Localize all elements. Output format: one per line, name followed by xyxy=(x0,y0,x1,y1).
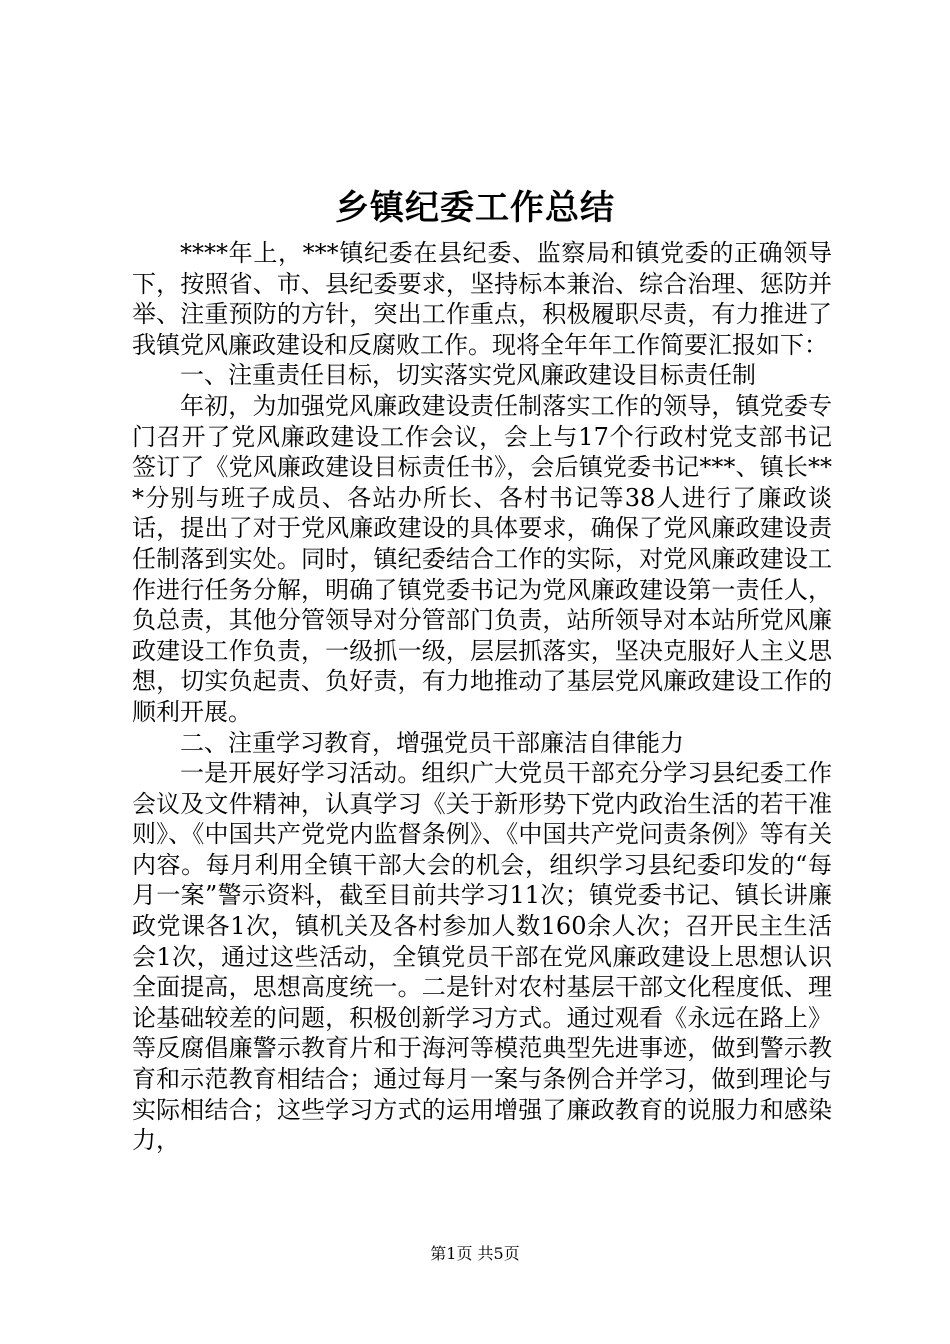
section-heading-2: 二、注重学习教育，增强党员干部廉洁自律能力 xyxy=(180,728,684,757)
page-footer: 第1页 共5页 xyxy=(430,1244,520,1263)
paragraph-intro: ****年上，***镇纪委在县纪委、监察局和镇党委的正确领导下，按照省、市、县纪委要求，坚持标本兼治、综合治理、惩防并举、注重预防的方针，突出工作重点，积极履职尽责，有力推进了我镇党风廉政建设和反腐败工作。现将全年年工作简要汇报如下： xyxy=(132,239,832,359)
paragraph-section-1: 年初，为加强党风廉政建设责任制落实工作的领导，镇党委专门召开了党风廉政建设工作会议，会上与17个行政村党支部书记签订了《党风廉政建设目标责任书》，会后镇党委书记***、镇长***分别与班子成员、各站办所长、各村书记等38人进行了廉政谈话，提出了对于党风廉政建设的具体要求，确保了党风廉政建设责任制落到实处。同时，镇纪委结合工作的实际，对党风廉政建设工作进行任务分解，明确了镇党委书记为党风廉政建设第一责任人，负总责，其他分管领导对分管部门负责，站所领导对本站所党风廉政建设工作负责，一级抓一级，层层抓落实，坚决克服好人主义思想，切实负起责、负好责，有力地推动了基层党风廉政建设工作的顺利开展。 xyxy=(132,391,832,726)
document-title: 乡镇纪委工作总结 xyxy=(335,188,615,228)
paragraph-section-2: 一是开展好学习活动。组织广大党员干部充分学习县纪委工作会议及文件精神，认真学习《关于新形势下党内政治生活的若干准则》、《中国共产党党内监督条例》、《中国共产党问责条例》等有关内容。每月利用全镇干部大会的机会，组织学习县纪委印发的“每月一案”警示资料，截至目前共学习11次；镇党委书记、镇长讲廉政党课各1次，镇机关及各村参加人数160余人次；召开民主生活会1次，通过这些活动，全镇党员干部在党风廉政建设上思想认识全面提高，思想高度统一。二是针对农村基层干部文化程度低、理论基础较差的问题，积极创新学习方式。通过观看《永远在路上》等反腐倡廉警示教育片和于海河等模范典型先进事迹，做到警示教育和示范教育相结合；通过每月一案与条例合并学习，做到理论与实际相结合；这些学习方式的运用增强了廉政教育的说服力和感染力， xyxy=(132,759,832,1155)
document-body xyxy=(132,238,832,1156)
section-heading-1: 一、注重责任目标，切实落实党风廉政建设目标责任制 xyxy=(180,361,756,390)
